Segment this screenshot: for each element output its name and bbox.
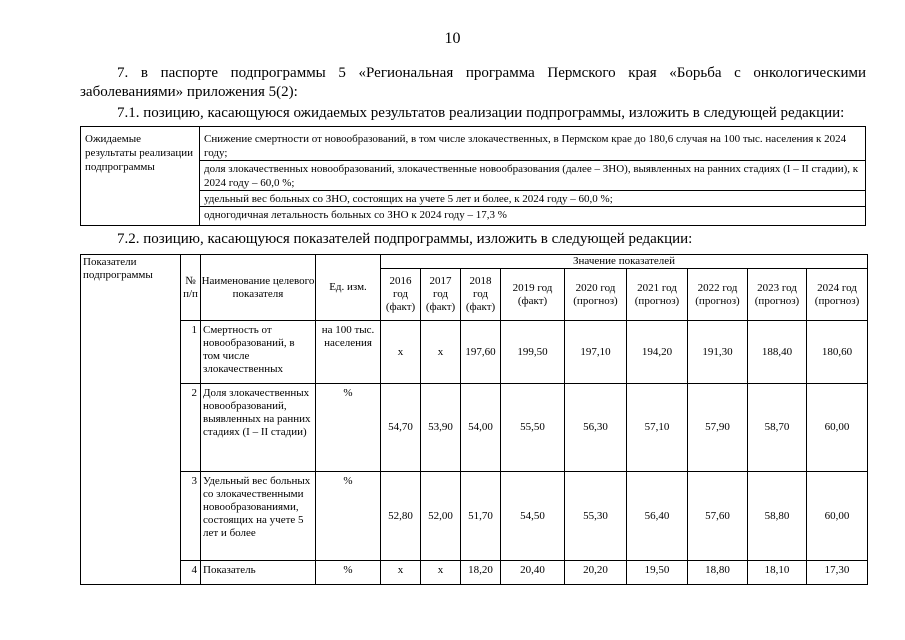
value-cell: х [421, 321, 461, 384]
row-num: 4 [181, 561, 201, 585]
value-cell: 191,30 [688, 321, 748, 384]
value-cell: 57,60 [688, 472, 748, 561]
value-cell: 19,50 [627, 561, 688, 585]
value-cell: 55,30 [565, 472, 627, 561]
value-cell: 17,30 [807, 561, 868, 585]
indicators-table [80, 254, 868, 585]
expected-results-table [80, 126, 866, 226]
value-cell: 57,90 [688, 384, 748, 472]
header-year: 2017 год (факт) [421, 269, 461, 321]
value-cell: 56,30 [565, 384, 627, 472]
row-num: 2 [181, 384, 201, 472]
table-row [81, 472, 868, 561]
value-cell: х [381, 561, 421, 585]
value-cell: 53,90 [421, 384, 461, 472]
header-year: 2016 год (факт) [381, 269, 421, 321]
row-name: Удельный вес больных со злокачественными новообразованиями, состоящих на учете 5 лет и более [201, 472, 316, 561]
row-num: 1 [181, 321, 201, 384]
value-cell: 20,40 [501, 561, 565, 585]
row-num: 3 [181, 472, 201, 561]
header-name: Наименование целевого показателя [201, 255, 316, 321]
paragraph-item-7-2: 7.2. позицию, касающуюся показателей подпрограммы, изложить в следующей редакции: [117, 231, 693, 247]
value-cell: 58,80 [748, 472, 807, 561]
value-cell: 51,70 [461, 472, 501, 561]
table-row [81, 561, 868, 585]
header-year: 2023 год (прогноз) [748, 269, 807, 321]
row-name: Показатель [201, 561, 316, 585]
page-number: 10 [444, 30, 461, 47]
value-cell: 197,60 [461, 321, 501, 384]
value-cell: 54,00 [461, 384, 501, 472]
value-cell: 18,10 [748, 561, 807, 585]
table-row [81, 384, 868, 472]
header-num: № п/п [181, 255, 201, 321]
result-item: Снижение смертности от новообразований, в том числе злокачественных, в Пермском крае до 180,6 случая на 100 тыс. населения к 2024 году; [204, 133, 847, 159]
value-cell: 18,20 [461, 561, 501, 585]
row-unit: % [316, 561, 381, 585]
indicators-section-label: Показатели подпрограммы [81, 255, 181, 585]
row-unit: на 100 тыс. населения [316, 321, 381, 384]
header-year: 2018 год (факт) [461, 269, 501, 321]
value-cell: 55,50 [501, 384, 565, 472]
value-cell: 20,20 [565, 561, 627, 585]
results-label: Ожидаемые результаты реализации подпрограммы [81, 127, 200, 226]
header-year: 2021 год (прогноз) [627, 269, 688, 321]
value-cell: 197,10 [565, 321, 627, 384]
value-cell: 199,50 [501, 321, 565, 384]
header-year: 2019 год (факт) [501, 269, 565, 321]
row-name: Смертность от новообразований, в том числе злокачественных [201, 321, 316, 384]
row-unit: % [316, 384, 381, 472]
value-cell: 54,70 [381, 384, 421, 472]
paragraph-item-7-1: 7.1. позицию, касающуюся ожидаемых результатов реализации подпрограммы, изложить в следующей редакции: [117, 105, 845, 121]
header-unit: Ед. изм. [316, 255, 381, 321]
results-content [200, 127, 866, 226]
paragraph-item-7: 7. в паспорте подпрограммы 5 «Региональная программа Пермского края «Борьба с онкологическими заболеваниями» приложения 5(2): [80, 65, 866, 100]
result-item: удельный вес больных со ЗНО, состоящих на учете 5 лет и более, к 2024 году – 60,0 %; [200, 190, 865, 206]
header-values-group: Значение показателей [381, 255, 868, 269]
value-cell: 188,40 [748, 321, 807, 384]
result-item: доля злокачественных новообразований, злокачественные новообразования (далее – ЗНО), выявленных на ранних стадиях (I – II стадии), к 2024 году – 60,0 %; [200, 160, 865, 190]
value-cell: 60,00 [807, 472, 868, 561]
value-cell: 58,70 [748, 384, 807, 472]
value-cell: х [421, 561, 461, 585]
value-cell: 57,10 [627, 384, 688, 472]
row-name: Доля злокачественных новообразований, выявленных на ранних стадиях (I – II стадии) [201, 384, 316, 472]
value-cell: 54,50 [501, 472, 565, 561]
result-item: одногодичная летальность больных со ЗНО к 2024 году – 17,3 % [200, 206, 865, 222]
row-unit: % [316, 472, 381, 561]
header-year: 2020 год (прогноз) [565, 269, 627, 321]
value-cell: 194,20 [627, 321, 688, 384]
value-cell: 180,60 [807, 321, 868, 384]
value-cell: 52,00 [421, 472, 461, 561]
value-cell: 56,40 [627, 472, 688, 561]
value-cell: 60,00 [807, 384, 868, 472]
header-year: 2024 год (прогноз) [807, 269, 868, 321]
value-cell: 52,80 [381, 472, 421, 561]
table-row [81, 321, 868, 384]
value-cell: 18,80 [688, 561, 748, 585]
value-cell: х [381, 321, 421, 384]
header-year: 2022 год (прогноз) [688, 269, 748, 321]
